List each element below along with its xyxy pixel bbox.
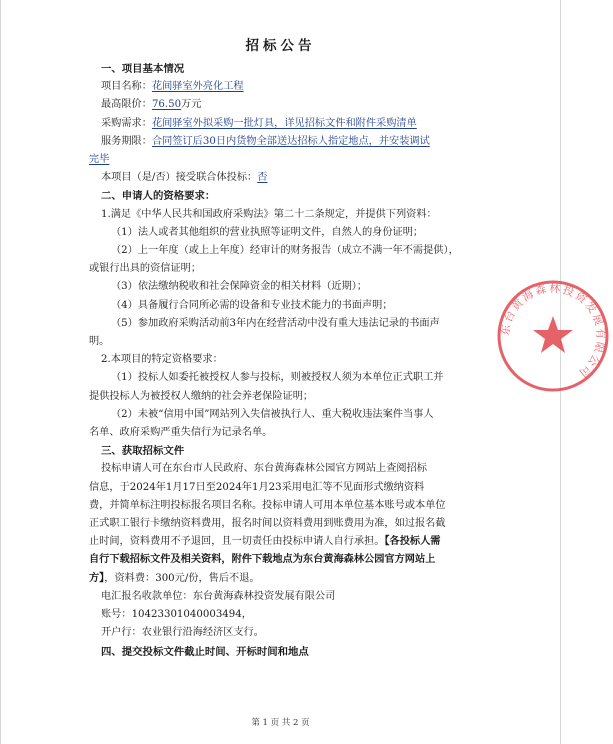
section-1-heading: 一、项目基本情况 [101, 63, 185, 75]
document-title: 招标公告 [245, 38, 316, 54]
section-3-heading: 三、获取招标文件 [101, 445, 185, 458]
qual-sub-2-b: 或银行出具的资信证明； [89, 263, 202, 275]
spec-2-b: 名单、政府采购严重失信行为记录名单。 [89, 427, 273, 439]
consortium-row [89, 169, 507, 187]
bank-unit-row [89, 588, 507, 606]
max-price-row [89, 96, 507, 114]
obtain-para-line-2: 信息，于2024年1月17日至2024年1月23采用电汇等不见面形式缴纳资料 [89, 481, 425, 493]
section-4-heading: 四、提交投标文件截止时间、开标时间和地点 [101, 645, 309, 658]
consortium-label: 本项目（是/否）接受联合体投标： [101, 172, 258, 184]
bank-row [89, 624, 507, 642]
demand-value: 花间驿室外拟采购一批灯具，详见招标文件和附件采购清单 [151, 117, 417, 129]
obtain-para-line-1: 投标申请人可在东台市人民政府、东台黄海森林公园官方网站上查阅招标 [101, 463, 427, 475]
seal-text: 东台黄海森林投资发展有限公司 [498, 281, 608, 381]
obtain-para-line-7-bold: 方】 [89, 572, 105, 584]
service-row-cont [89, 151, 507, 169]
service-value-line1: 合同签订后30日内货物全部送达招标人指定地点，并安装调试 [151, 135, 430, 147]
qual-item-2: 2.本项目的特定资格要求： [101, 354, 223, 366]
qual-sub-2-a: （2）上一年度（或上上年度）经审计的财务报告（成立不满一年不需提供）， [111, 245, 459, 257]
consortium-value: 否 [257, 172, 268, 184]
demand-row [89, 115, 507, 133]
obtain-para-line-5 [89, 533, 507, 551]
spec-1-b: 提供投标人为被授权人缴纳的社会养老保险证明； [89, 390, 314, 402]
qual-item-1: 1.满足《中华人民共和国政府采购法》第二十二条规定，并提供下列资料： [101, 208, 437, 220]
qual-sub-5-b: 明。 [89, 336, 110, 348]
project-name-value: 花间驿室外亮化工程 [151, 81, 244, 93]
obtain-para-line-4: 正式职工银行卡缴纳资料费用，报名时间以资料费用到账费用为准，如过报名截 [89, 518, 446, 530]
account-tail: ， [241, 609, 252, 621]
max-price-unit: 万元 [181, 99, 202, 111]
bank-label: 开户行： [101, 627, 142, 639]
qual-sub-4: （4）具备履行合同所必需的设备和专业技术能力的书面声明； [111, 299, 393, 311]
obtain-para-line-3: 费，并简单标注明投标报名项目名称。投标申请人可用本单位基本账号或本单位 [89, 499, 446, 511]
spec-1-a: （1）投标人如委托被授权人参与投标，则被授权人须为本单位正式职工并 [111, 372, 444, 384]
obtain-para-line-5-text: 止时间，资料费用不予退回，且一切责任由投标申请人自行承担。 [89, 536, 385, 548]
service-row [89, 133, 507, 151]
obtain-para-line-7 [89, 570, 507, 588]
obtain-para-line-7-text: ，资料费：300元/份，售后不退。 [104, 572, 260, 584]
section-2-heading: 二、申请人的资格要求： [101, 190, 216, 203]
service-label: 服务期限： [101, 135, 152, 147]
demand-label: 采购需求： [101, 117, 152, 129]
spec-2-a: （2）未被“信用中国”网站列入失信被执行人、重大税收违法案件当事人 [111, 408, 434, 420]
max-price-label: 最高限价： [101, 99, 152, 111]
project-name-row [89, 78, 507, 96]
account-value: 10423301040003494 [131, 609, 242, 621]
bank-unit-label: 电汇报名收款单位： [101, 590, 193, 602]
qual-sub-3: （3）依法缴纳税收和社会保障资金的相关材料（近期）； [111, 281, 368, 293]
seal-star-icon [533, 316, 573, 353]
obtain-para-line-6: 自行下载招标文件及相关资料，附件下载地点为东台黄海森林公园官方网站上 [89, 554, 436, 566]
account-row [89, 606, 507, 624]
qual-sub-1: （1）法人或者其他组织的营业执照等证明文件，自然人的身份证明； [111, 226, 424, 238]
page-footer: 第 1 页 共 2 页 [251, 718, 310, 728]
qual-sub-5-a: （5）参加政府采购活动前3年内在经营活动中没有重大违法记录的书面声 [111, 317, 440, 329]
max-price-value: 76.50 [151, 99, 182, 111]
account-label: 账号： [101, 609, 132, 621]
obtain-para-line-5-bold: 【各投标人需 [384, 536, 441, 548]
bank-value: 农业银行沿海经济区支行。 [141, 627, 264, 639]
document-body [89, 60, 507, 661]
project-name-label: 项目名称： [101, 81, 152, 93]
service-value-line2: 完毕 [89, 154, 110, 166]
company-seal-stamp [493, 276, 613, 396]
bank-unit-value: 东台黄海森林投资发展有限公司 [192, 590, 336, 602]
